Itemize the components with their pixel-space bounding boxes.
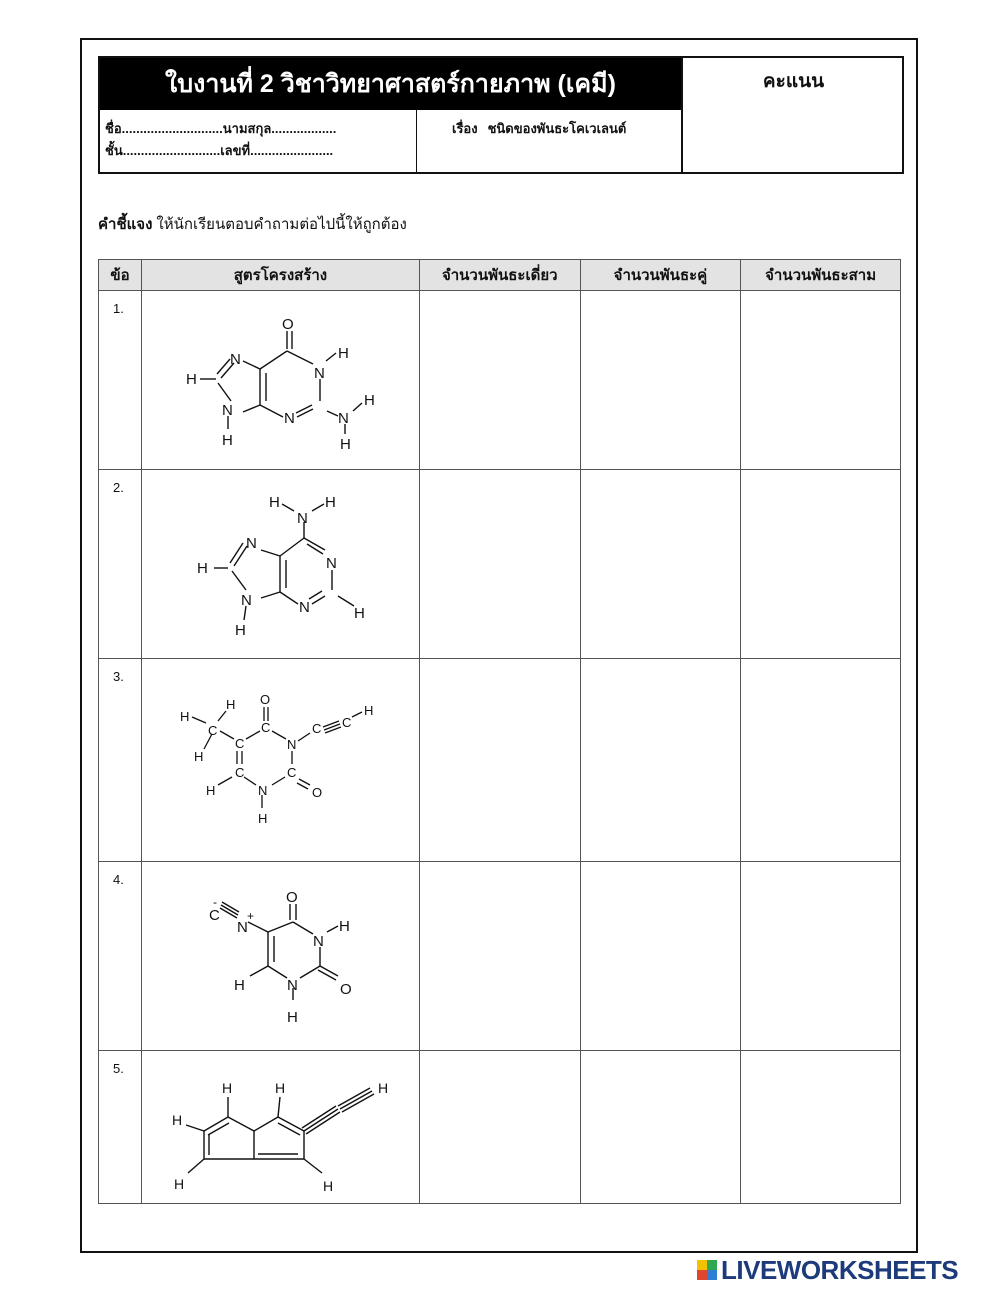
atom-H: H [225,697,236,712]
atom-C: C [286,765,297,780]
atom-N: N [257,783,268,798]
atom-H: H [257,811,268,826]
topic [452,118,626,139]
worksheet-header [98,56,904,174]
row-number [99,1051,142,1204]
atom-N: N [298,599,310,616]
atom-H: H [173,1176,185,1192]
header-triple-bonds: จำนวนพันธะสาม [741,260,901,291]
atom-N: N [325,555,337,572]
molecule-5-structure [142,1051,418,1201]
instructions-label: คำชี้แจง [98,216,153,233]
structure-cell [141,659,419,862]
row-number [99,470,142,659]
atom-H: H [171,1112,183,1128]
atom-H: H [234,622,246,639]
double-bonds-answer[interactable] [580,862,741,1051]
atom-N: N [286,737,297,752]
triple-bonds-answer[interactable] [741,659,901,862]
double-bonds-answer[interactable] [580,470,741,659]
atom-H: H [274,1080,286,1096]
triple-bonds-answer[interactable] [741,862,901,1051]
score-box[interactable] [681,58,904,172]
logo-square [707,1270,717,1280]
atom-N: N [245,535,257,552]
atom-H: H [322,1178,334,1194]
single-bonds-answer[interactable] [419,862,580,1051]
atom-N: N [296,510,308,527]
header-number: ข้อ [99,260,142,291]
triple-bonds-answer[interactable] [741,470,901,659]
atom-C: C [260,720,271,735]
atom-O: O [339,981,352,998]
atom-O: O [311,785,323,800]
double-bonds-answer[interactable] [580,291,741,470]
atom-H: H [339,436,351,453]
table-header-row [99,260,901,291]
single-bonds-answer[interactable] [419,1051,580,1204]
atom-H: H [233,977,245,994]
logo-text: LIVEWORKSHEETS [721,1254,959,1285]
atom-N: N [313,365,325,382]
atom-N: N [229,351,241,368]
atom-H: H [363,392,375,409]
atom-H: H [337,345,349,362]
logo-square [697,1270,707,1280]
atom-H: H [324,494,336,511]
molecule-4-structure [142,862,418,1048]
row-number-text: 3. [113,669,124,684]
row-number [99,659,142,862]
row-number-text: 4. [113,872,124,887]
atom-N: N [236,919,248,936]
logo-square [707,1260,717,1270]
molecule-2-structure [142,470,418,656]
atom-N: N [240,592,252,609]
atom-C: C [208,907,220,924]
atom-H: H [377,1080,389,1096]
structure-cell [141,862,419,1051]
triple-bonds-answer[interactable] [741,1051,901,1204]
molecule-1-structure [142,291,418,467]
table-row [99,1051,901,1204]
single-bonds-answer[interactable] [419,291,580,470]
score-label: คะแนน [762,71,825,92]
header-structure: สูตรโครงสร้าง [141,260,419,291]
row-number-text: 2. [113,480,124,495]
answer-table [98,259,901,1204]
atom-H: H [221,1080,233,1096]
atom-H: H [353,605,365,622]
atom-N: N [312,933,324,950]
atom-C: C [341,715,352,730]
double-bonds-answer[interactable] [580,1051,741,1204]
atom-C: C [207,723,218,738]
liveworksheets-logo [697,1254,959,1285]
table-row [99,291,901,470]
header-double-bonds: จำนวนพันธะคู่ [580,260,741,291]
atom-C: C [234,736,245,751]
header-single-bonds: จำนวนพันธะเดี่ยว [419,260,580,291]
table-row [99,470,901,659]
structure-cell [141,470,419,659]
charge-minus: - [212,895,217,909]
single-bonds-answer[interactable] [419,470,580,659]
atom-H: H [221,432,233,449]
atom-N: N [286,977,298,994]
name-line: ชื่อ............................นามสกุล.................. [105,121,337,136]
atom-C: C [234,765,245,780]
row-number-text: 1. [113,301,124,316]
header-divider [416,110,417,172]
atom-H: H [196,560,208,577]
atom-H: H [286,1009,298,1026]
atom-N: N [221,402,233,419]
table-row [99,659,901,862]
table-row [99,862,901,1051]
row-number-text: 5. [113,1061,124,1076]
triple-bonds-answer[interactable] [741,291,901,470]
double-bonds-answer[interactable] [580,659,741,862]
instructions [98,212,407,236]
topic-label: เรื่อง [452,121,478,136]
atom-H: H [268,494,280,511]
molecule-3-structure [142,659,418,859]
class-line: ชั้น...........................เลขที่....................... [105,143,334,158]
worksheet-title: ใบงานที่ 2 วิชาวิทยาศาสตร์กายภาพ (เคมี) [100,58,681,110]
logo-mark-icon [697,1260,717,1280]
charge-plus: + [246,909,254,923]
atom-H: H [205,783,216,798]
atom-O: O [259,692,271,707]
atom-C: C [311,721,322,736]
atom-N: N [283,410,295,427]
structure-cell [141,291,419,470]
topic-value: ชนิดของพันธะโคเวเลนต์ [487,121,627,136]
atom-H: H [193,749,204,764]
atom-H: H [338,918,350,935]
atom-O: O [281,316,294,333]
row-number [99,291,142,470]
single-bonds-answer[interactable] [419,659,580,862]
atom-H: H [363,703,374,718]
atom-H: H [185,371,197,388]
atom-H: H [179,709,190,724]
logo-square [697,1260,707,1270]
atom-N: N [337,410,349,427]
atom-O: O [285,889,298,906]
structure-cell [141,1051,419,1204]
instructions-text: ให้นักเรียนตอบคำถามต่อไปนี้ให้ถูกต้อง [156,216,407,233]
row-number [99,862,142,1051]
